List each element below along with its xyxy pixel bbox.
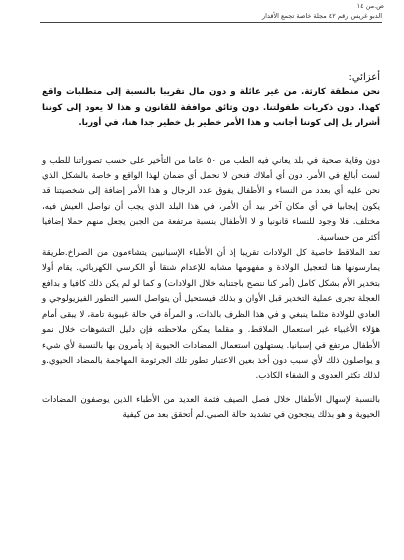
paragraph-4: بالنسبة لإسهال الأطفال خلال فصل الصيف فثمة العديد من الأطباء الذين يوصفون المضادات الحيوية و هو بذلك ينجحون في تشديد حالة الصبي.لم أتحقق بعد من كيفية [42,394,380,421]
page-number: ص.من ١٤ [356,2,384,10]
page-header: الدبو غريس رقم ٤٢ مجلة خاصة تجمع الأقدار [40,12,382,23]
paragraph-spacer [42,385,380,393]
greeting: أعزائي: [348,72,380,83]
paragraph-3: تعد الملاقط خاصية كل الولادات تقريبا إذ أن الأطباء الإسبانيين يتشاءمون من الصراخ.طريقة يمارسونها هنا لتعجيل الولادة و مفهومها مشابه للإعدام شنقا أو الكرسي الكهربائي. يقام أولا بتخدير الأم بشكل كامل (أمر كنا ننصح باجتنابه خلال الولادات) و كما لو لم يكن ذلك كافيا و بدافع العجلة تجرى عملية التخدير قبل الأوان و بذلك فيستحيل أن يتواصل السير التطور الفيزيولوجي و العادي للولادة مثلما ينبغي و في هذا الظرف بالذات، و المرأة في حالة غيبوبة تامة، لا يبقى أمام هؤلاء الأغبياء غير استعمال الملاقط. و مقلما يمكن ملاحظته فإن دليل التشوهات خلال نمو الأطفال مرتفع في إسبانيا. يستهلون استعمال المضادات الحيوية إذ يأمرون بها بالنسبة لأي شيء و يواصلون ذلك لأي سبب دون أخذ بعين الاعتبار تطور تلك الجرثومة المهاجمة بالمضاد الحيوي.و لذلك تكثر العدوى و الشفاء الكاذب. [42,248,380,382]
paragraph-2: دون وقاية صحية في بلد يعاني فيه الطب من ٥٠ عاما من التأخير على حسب تصوراتنا للطب و لست أبالغ في الأمر. دون أي أملاك فنحن لا نحمل أي ضمان لهذا الواقع و خاصة بالشكل الذي نحن عليه أي بعدد من النساء و الأطفال يفوق عدد الرجال و هذا الأمر إضافة إلى شخصيتنا قد يكون إيجابيا في أي مكان آخر بيد أن الأمر، في هذا البلد الذي يجب أن نواصل العيش فيه، مختلف. فلا وجود للنساء قانونيا و لا الأطفال بنسبة مرتفعة من الجبن يجعل منهم حملا إضافيا أكثر من حساسية. [42,155,380,243]
letter-body [42,70,380,424]
paragraph-spacer [42,132,380,154]
paragraph-1: نحن منطقة كارثة. من غير عائلة و دون مال تقريبا بالنسبة إلى متطلبات واقع كهذا. دون ذكريات طفولتنا. دون وثائق موافقة للقانون و هذا لا يعود إلى كوننا أشرار بل إلى كوننا أجانب و هذا الأمر خطير بل خطير جدا هنا، في أوربا. [42,87,380,129]
